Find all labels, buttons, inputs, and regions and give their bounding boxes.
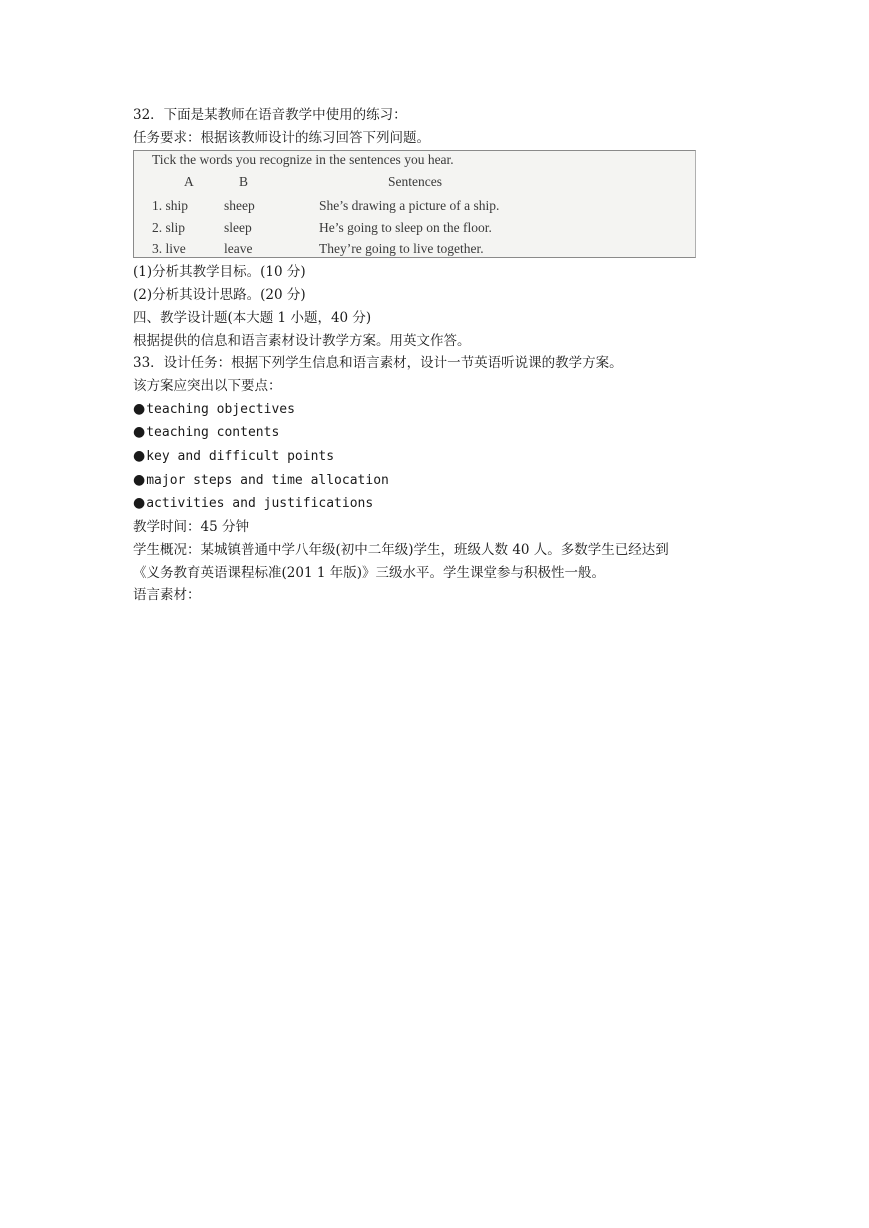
section-4-instruction: 根据提供的信息和语言素材设计教学方案。用英文作答。	[133, 332, 471, 349]
bullet-text: teaching contents	[146, 425, 280, 441]
bullet-text: major steps and time allocation	[146, 472, 389, 488]
bullet-icon: ●	[133, 471, 146, 488]
exercise-row-1-word-b: sheep	[224, 198, 255, 214]
teaching-time: 教学时间：45 分钟	[133, 519, 249, 536]
bullet-item	[133, 398, 773, 422]
bullet-item	[133, 421, 773, 445]
bullet-icon: ●	[133, 448, 146, 465]
bullet-icon: ●	[133, 424, 146, 441]
exercise-row-2-word-b: sleep	[224, 220, 252, 236]
column-header-a: A	[184, 174, 194, 190]
student-profile-line-1: 学生概况：某城镇普通中学八年级(初中二年级)学生，班级人数 40 人。多数学生已经达到	[133, 541, 669, 558]
exercise-row-1-sentence: She’s drawing a picture of a ship.	[319, 198, 500, 214]
exercise-instruction: Tick the words you recognize in the sentences you hear.	[152, 152, 454, 168]
section-4-heading: 四、教学设计题(本大题 1 小题，40 分)	[133, 309, 372, 326]
exercise-row-1-word-a: 1. ship	[152, 198, 189, 214]
language-materials-label: 语言素材：	[133, 587, 201, 604]
exercise-row-3-sentence: They’re going to live together.	[319, 241, 484, 257]
question-32-task: 任务要求：根据该教师设计的练习回答下列问题。	[133, 129, 430, 146]
question-33-task: 33．设计任务：根据下列学生信息和语言素材，设计一节英语听说课的教学方案。	[133, 355, 623, 372]
bullet-text: teaching objectives	[146, 401, 295, 417]
phonics-exercise-image	[133, 150, 696, 258]
bullet-icon: ●	[133, 400, 146, 417]
question-33-points-intro: 该方案应突出以下要点：	[133, 377, 282, 394]
bullet-item	[133, 469, 773, 493]
exercise-row-3-word-b: leave	[224, 241, 253, 257]
question-32-title: 32．下面是某教师在语音教学中使用的练习：	[133, 107, 407, 123]
column-header-b: B	[239, 174, 249, 190]
question-32-part-1: (1)分析其教学目标。(10 分)	[133, 264, 306, 281]
exercise-row-2-sentence: He’s going to sleep on the floor.	[319, 220, 492, 236]
bullet-item	[133, 492, 773, 516]
column-header-sentences: Sentences	[388, 174, 442, 190]
exercise-row-3-word-a: 3. live	[152, 241, 186, 257]
bullet-text: key and difficult points	[146, 449, 335, 465]
exercise-row-2-word-a: 2. slip	[152, 220, 186, 236]
bullet-text: activities and justifications	[146, 496, 374, 512]
bullet-item	[133, 445, 773, 469]
student-profile-line-2: 《义务教育英语课程标准(201 1 年版)》三级水平。学生课堂参与积极性一般。	[133, 564, 605, 581]
document-page	[133, 104, 773, 607]
bullet-icon: ●	[133, 495, 146, 512]
question-32-part-2: (2)分析其设计思路。(20 分)	[133, 287, 306, 304]
